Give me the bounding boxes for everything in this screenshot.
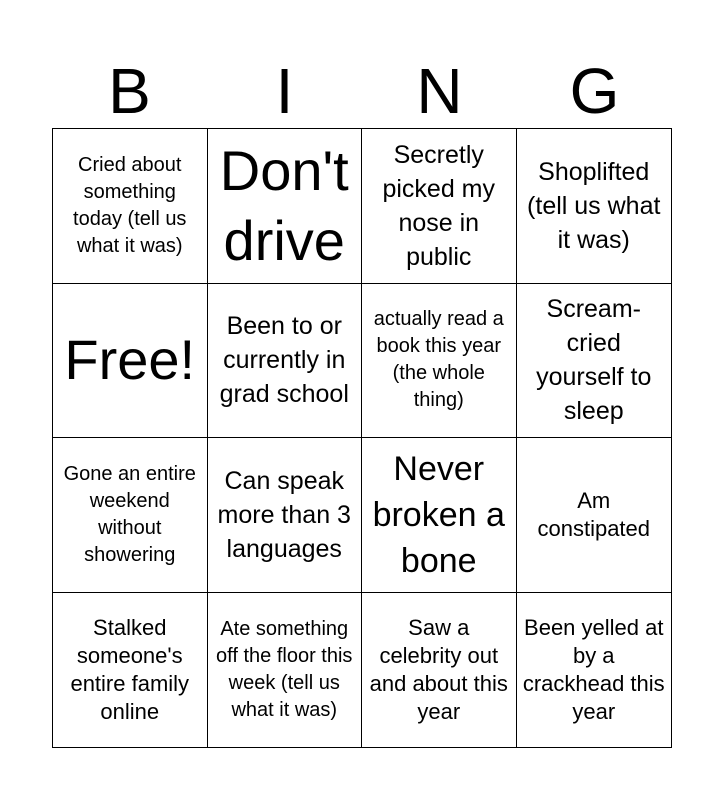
bingo-grid — [52, 128, 672, 748]
bingo-cell-r4c2[interactable] — [208, 593, 363, 748]
cell-text: Stalked someone's entire family online — [70, 614, 190, 724]
bingo-cell-r1c2[interactable] — [208, 129, 363, 284]
cell-text: Am constipated — [537, 487, 651, 541]
bingo-cell-r3c2[interactable] — [208, 438, 363, 593]
cell-text: Don't drive — [219, 138, 349, 272]
cell-text: Been to or currently in grad school — [219, 312, 349, 409]
header-letter-b: B — [108, 55, 151, 127]
header-letter-n: N — [416, 55, 463, 127]
bingo-cell-r4c1[interactable] — [53, 593, 208, 748]
bingo-header — [52, 56, 672, 126]
cell-text: Can speak more than 3 languages — [217, 466, 351, 563]
bingo-cell-r1c3[interactable] — [362, 129, 517, 284]
header-letter-i: I — [275, 55, 294, 127]
cell-text: Gone an entire weekend without showering — [63, 462, 196, 566]
header-letter-g: G — [569, 55, 620, 127]
cell-text: Free! — [64, 328, 196, 392]
bingo-cell-r2c3[interactable] — [362, 284, 517, 439]
bingo-cell-r1c1[interactable] — [53, 129, 208, 284]
cell-text: Scream-cried yourself to sleep — [536, 295, 652, 426]
cell-text: Ate something off the floor this week (tell us what it was) — [216, 617, 353, 721]
bingo-cell-r3c3[interactable] — [362, 438, 517, 593]
cell-text: Cried about something today (tell us what it was) — [73, 153, 187, 257]
cell-text: Saw a celebrity out and about this year — [369, 614, 508, 724]
bingo-cell-r4c3[interactable] — [362, 593, 517, 748]
cell-text: Never broken a bone — [372, 449, 505, 580]
bingo-cell-r4c4[interactable] — [517, 593, 672, 748]
cell-text: Been yelled at by a crackhead this year — [522, 614, 665, 724]
bingo-cell-r3c4[interactable] — [517, 438, 672, 593]
cell-text: Shoplifted (tell us what it was) — [527, 157, 661, 254]
cell-text: Secretly picked my nose in public — [382, 140, 496, 271]
bingo-cell-free[interactable] — [53, 284, 208, 439]
bingo-cell-r3c1[interactable] — [53, 438, 208, 593]
bingo-cell-r1c4[interactable] — [517, 129, 672, 284]
cell-text: actually read a book this year (the whole thing) — [373, 308, 504, 412]
bingo-cell-r2c4[interactable] — [517, 284, 672, 439]
bingo-cell-r2c2[interactable] — [208, 284, 363, 439]
